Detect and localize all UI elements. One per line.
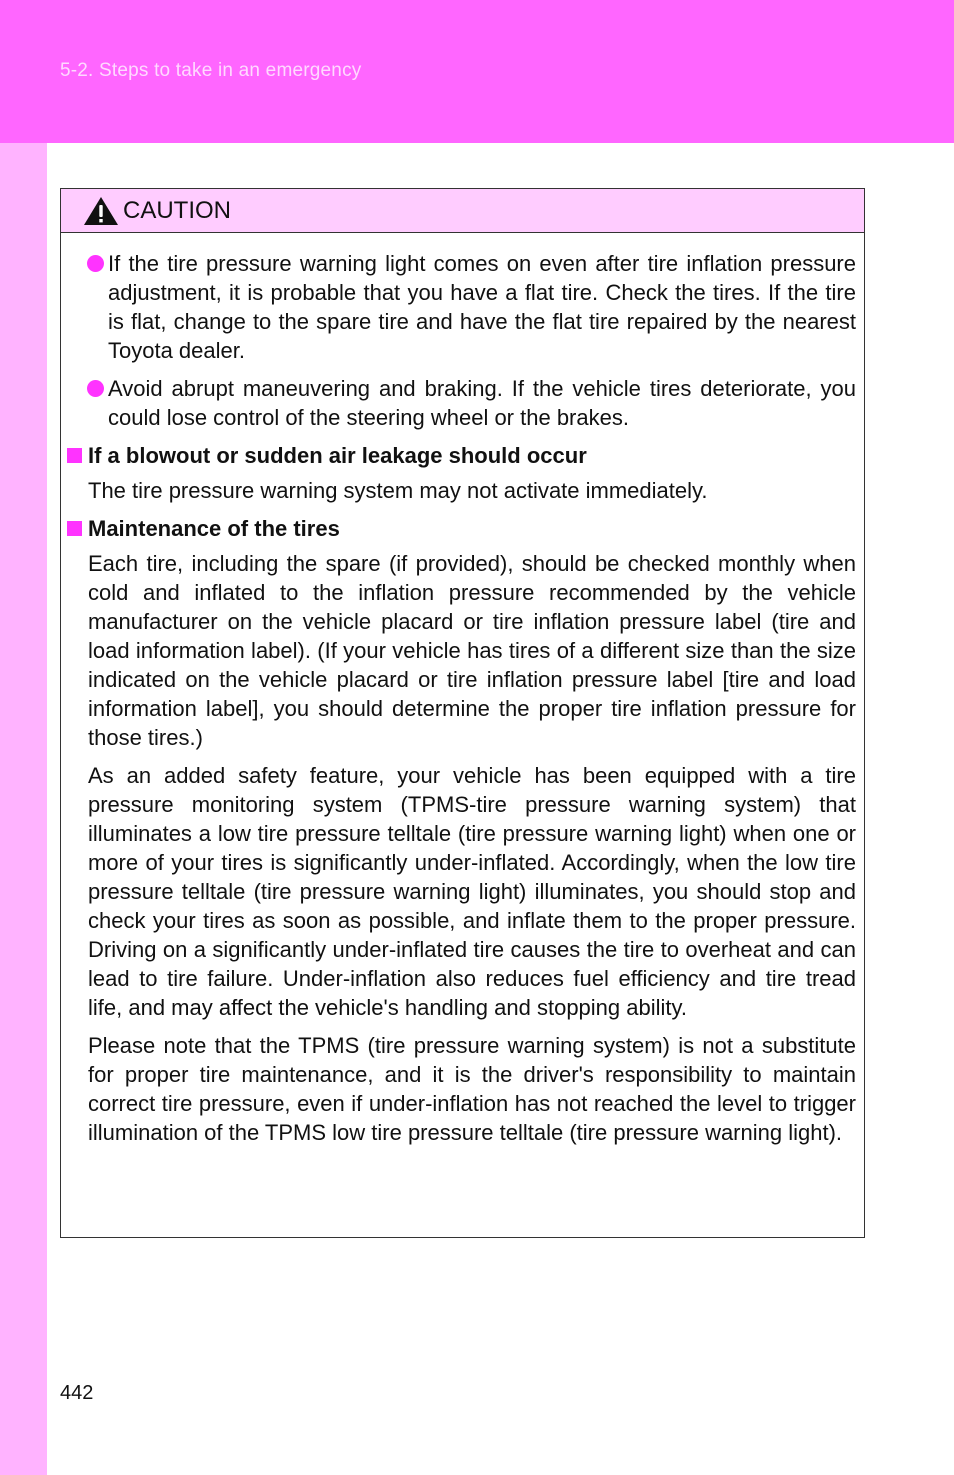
caution-body [61, 233, 864, 1147]
bullet-text: If the tire pressure warning light comes on even after tire inflation pressure adjustment, it is probable that you have a flat tire. Check the tires. If the tire is flat, change to the spare tire and have the flat tire repaired by the nearest Toyota dealer. [108, 251, 856, 363]
bullet-dot-icon [87, 380, 104, 397]
side-strip [0, 143, 47, 1475]
paragraph: Please note that the TPMS (tire pressure warning system) is not a substitute for proper tire maintenance, and it is the driver's responsibility to maintain correct tire pressure, even if under-inflation has not reached the level to trigger illumination of the TPMS low tire pressure telltale (tire pressure warning light). [88, 1033, 856, 1145]
warning-triangle-icon [83, 196, 119, 226]
square-bullet-icon [67, 448, 82, 463]
paragraph: As an added safety feature, your vehicle has been equipped with a tire pressure monitoring system (TPMS-tire pressure warning system) that illuminates a low tire pressure telltale (tire pressure warning light) when one or more of your tires is significantly under-inflated. Accordingly, when the low tire pressure telltale (tire pressure warning light) illuminates, you should stop and check your tires as soon as possible, and inflate them to the proper pressure. Driving on a significantly under-inflated tire causes the tire to overheat and can lead to tire failure. Under-inflation also reduces fuel efficiency and tire tread life, and may affect the vehicle's handling and stopping ability. [88, 763, 856, 1020]
header-band [0, 0, 954, 143]
caution-header [61, 189, 864, 233]
section-heading [67, 441, 856, 470]
bullet-text: Avoid abrupt maneuvering and braking. If the vehicle tires deteriorate, you could lose control of the steering wheel or the brakes. [108, 376, 856, 430]
list-item [87, 374, 856, 432]
paragraph: Each tire, including the spare (if provided), should be checked monthly when cold and inflated to the inflation pressure recommended by the vehicle manufacturer on the vehicle placard or tire inflation pressure label (tire and load information label). (If your vehicle has tires of a different size than the size indicated on the vehicle placard or tire inflation pressure label [tire and load information label], you should determine the proper tire inflation pressure for those tires.) [88, 551, 856, 750]
section-heading [67, 514, 856, 543]
section-title: If a blowout or sudden air leakage should occur [88, 443, 587, 468]
bullet-dot-icon [87, 255, 104, 272]
list-item [87, 249, 856, 365]
caution-box [60, 188, 865, 1238]
section-title: Maintenance of the tires [88, 516, 340, 541]
caution-title: CAUTION [123, 196, 231, 224]
paragraph: The tire pressure warning system may not activate immediately. [88, 478, 708, 503]
section-breadcrumb: 5-2. Steps to take in an emergency [60, 60, 362, 81]
page-number: 442 [60, 1382, 94, 1404]
square-bullet-icon [67, 521, 82, 536]
